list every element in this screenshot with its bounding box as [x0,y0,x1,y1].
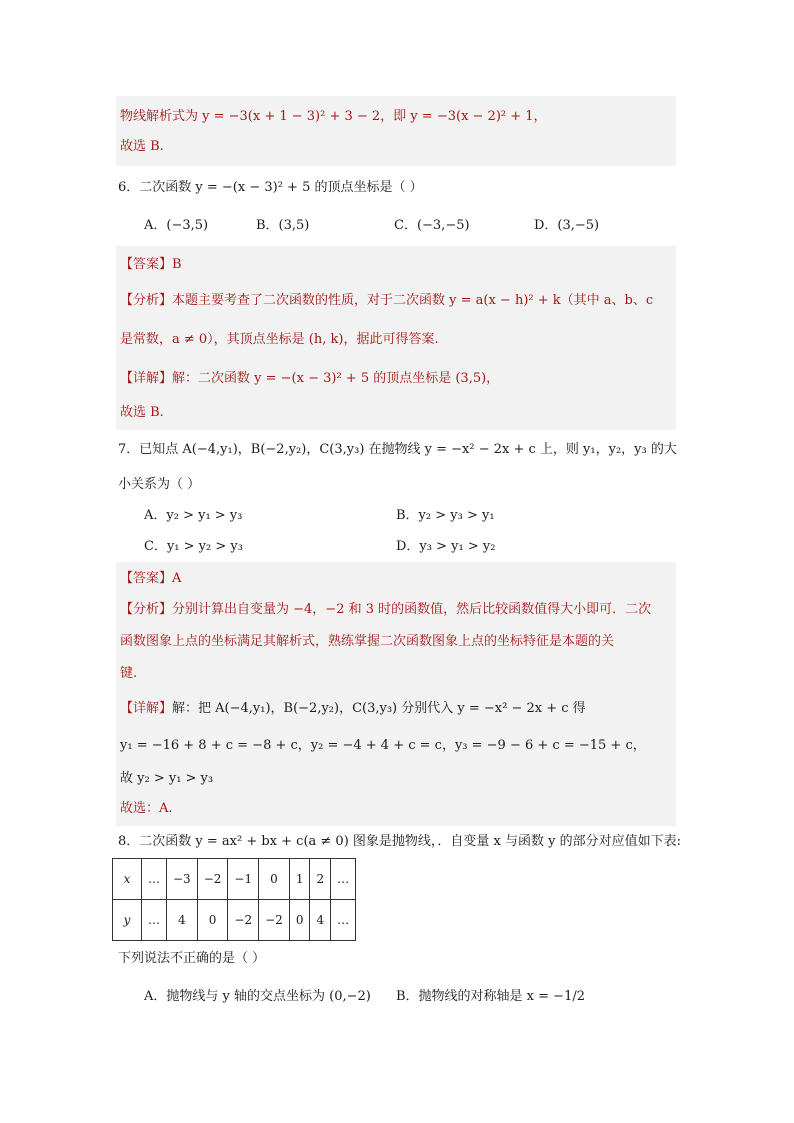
q6-analysis-cont: 是常数，a ≠ 0），其顶点坐标是 (h, k)，据此可得答案. [120,332,439,347]
table-cell: 0 [197,900,228,941]
q6-option-a: A．(−3,5) [144,218,209,233]
q7-option-d: D．y₃ > y₁ > y₂ [396,539,496,554]
table-cell: 1 [289,859,310,900]
q7-analysis-end: 键. [120,666,138,681]
table-cell: 4 [167,900,198,941]
table-row-y [113,900,356,941]
table-cell: 0 [259,859,290,900]
analysis-tag: 【分析】 [120,602,173,617]
q7-answer: 【答案】A [120,571,182,586]
q7-question-cont: 小关系为（ ） [118,477,201,492]
table-cell: … [331,900,356,941]
q7-conclusion: 故选：A. [120,801,173,816]
q7-options-row1 [116,500,676,531]
value-table [112,858,356,941]
q6-question: 6．二次函数 y = −(x − 3)² + 5 的顶点坐标是（ ） [118,180,423,195]
q6-conclusion: 故选 B. [120,405,164,420]
q7-option-b: B．y₂ > y₃ > y₁ [396,508,495,523]
q7-analysis-text: 分别计算出自变量为 −4，−2 和 3 时的函数值，然后比较函数值得大小即可．二次 [172,602,652,617]
q6-option-c: C．(−3,−5) [394,218,470,233]
analysis-tag: 【分析】 [120,293,173,308]
prev-solution-line: 物线解析式为 y = −3(x + 1 − 3)² + 3 − 2，即 y = −3(x − 2)² + 1， [120,109,547,124]
detail-tag: 【详解】 [120,371,173,386]
table-cell: x [113,859,142,900]
q8-options [116,977,676,1017]
prev-solution-block [116,96,676,166]
table-cell: −2 [228,900,259,941]
table-cell: 0 [289,900,310,941]
table-row-x [113,859,356,900]
q6-answer: 【答案】B [120,257,182,272]
q8-question: 8．二次函数 y = ax² + bx + c(a ≠ 0) 图象是抛物线，．自变量 x 与函数 y 的部分对应值如下表: [118,834,681,849]
table-cell: −3 [167,859,198,900]
q7-option-c: C．y₁ > y₂ > y₃ [144,539,243,554]
q7-detail-calc: y₁ = −16 + 8 + c = −8 + c，y₂ = −4 + 4 + c = c，y₃ = −9 − 6 + c = −15 + c， [120,738,646,753]
table-cell: −2 [197,859,228,900]
detail-tag: 【详解】 [120,701,173,716]
q7-solution-block [116,562,676,826]
q6-detail [120,360,676,398]
q7-option-a: A．y₂ > y₁ > y₃ [144,508,243,523]
q7-detail [120,690,676,728]
q6-analysis-text: 本题主要考查了二次函数的性质，对于二次函数 y = a(x − h)² + k（其中 a、b、c [172,293,654,308]
q7-detail-compare: 故 y₂ > y₁ > y₃ [120,771,214,786]
q6-detail-text: 解：二次函数 y = −(x − 3)² + 5 的顶点坐标是 (3,5)， [172,371,500,386]
q8-option-b: B．抛物线的对称轴是 x = −1/2 [396,989,585,1004]
table-cell: … [142,859,167,900]
q7-detail-text: 解：把 A(−4,y₁)，B(−2,y₂)，C(3,y₃) 分别代入 y = −x² − 2x + c 得 [172,701,586,716]
table-cell: −2 [259,900,290,941]
document-page [116,96,681,1017]
q6-solution-block [116,246,676,430]
q6-option-d: D．(3,−5) [534,218,600,233]
table-cell: 2 [310,859,331,900]
q7-analysis [120,594,676,626]
table-cell: … [331,859,356,900]
q6-option-b: B．(3,5) [256,218,310,233]
q6-options [116,206,676,246]
q8-prompt: 下列说法不正确的是（ ） [118,951,266,966]
q8-option-a: A．抛物线与 y 轴的交点坐标为 (0,−2) [144,989,371,1004]
table-cell: … [142,900,167,941]
prev-solution-conclusion: 故选 B. [120,139,164,154]
table-cell: y [113,900,142,941]
q7-question: 7．已知点 A(−4,y₁)，B(−2,y₂)，C(3,y₃) 在抛物线 y = −x² − 2x + c 上，则 y₁，y₂，y₃ 的大 [118,442,677,457]
table-cell: −1 [228,859,259,900]
q7-options-row2 [116,531,676,562]
table-cell: 4 [310,900,331,941]
q6-analysis [120,282,676,320]
q7-analysis-cont: 函数图象上点的坐标满足其解析式，熟练掌握二次函数图象上点的坐标特征是本题的关 [120,634,615,649]
